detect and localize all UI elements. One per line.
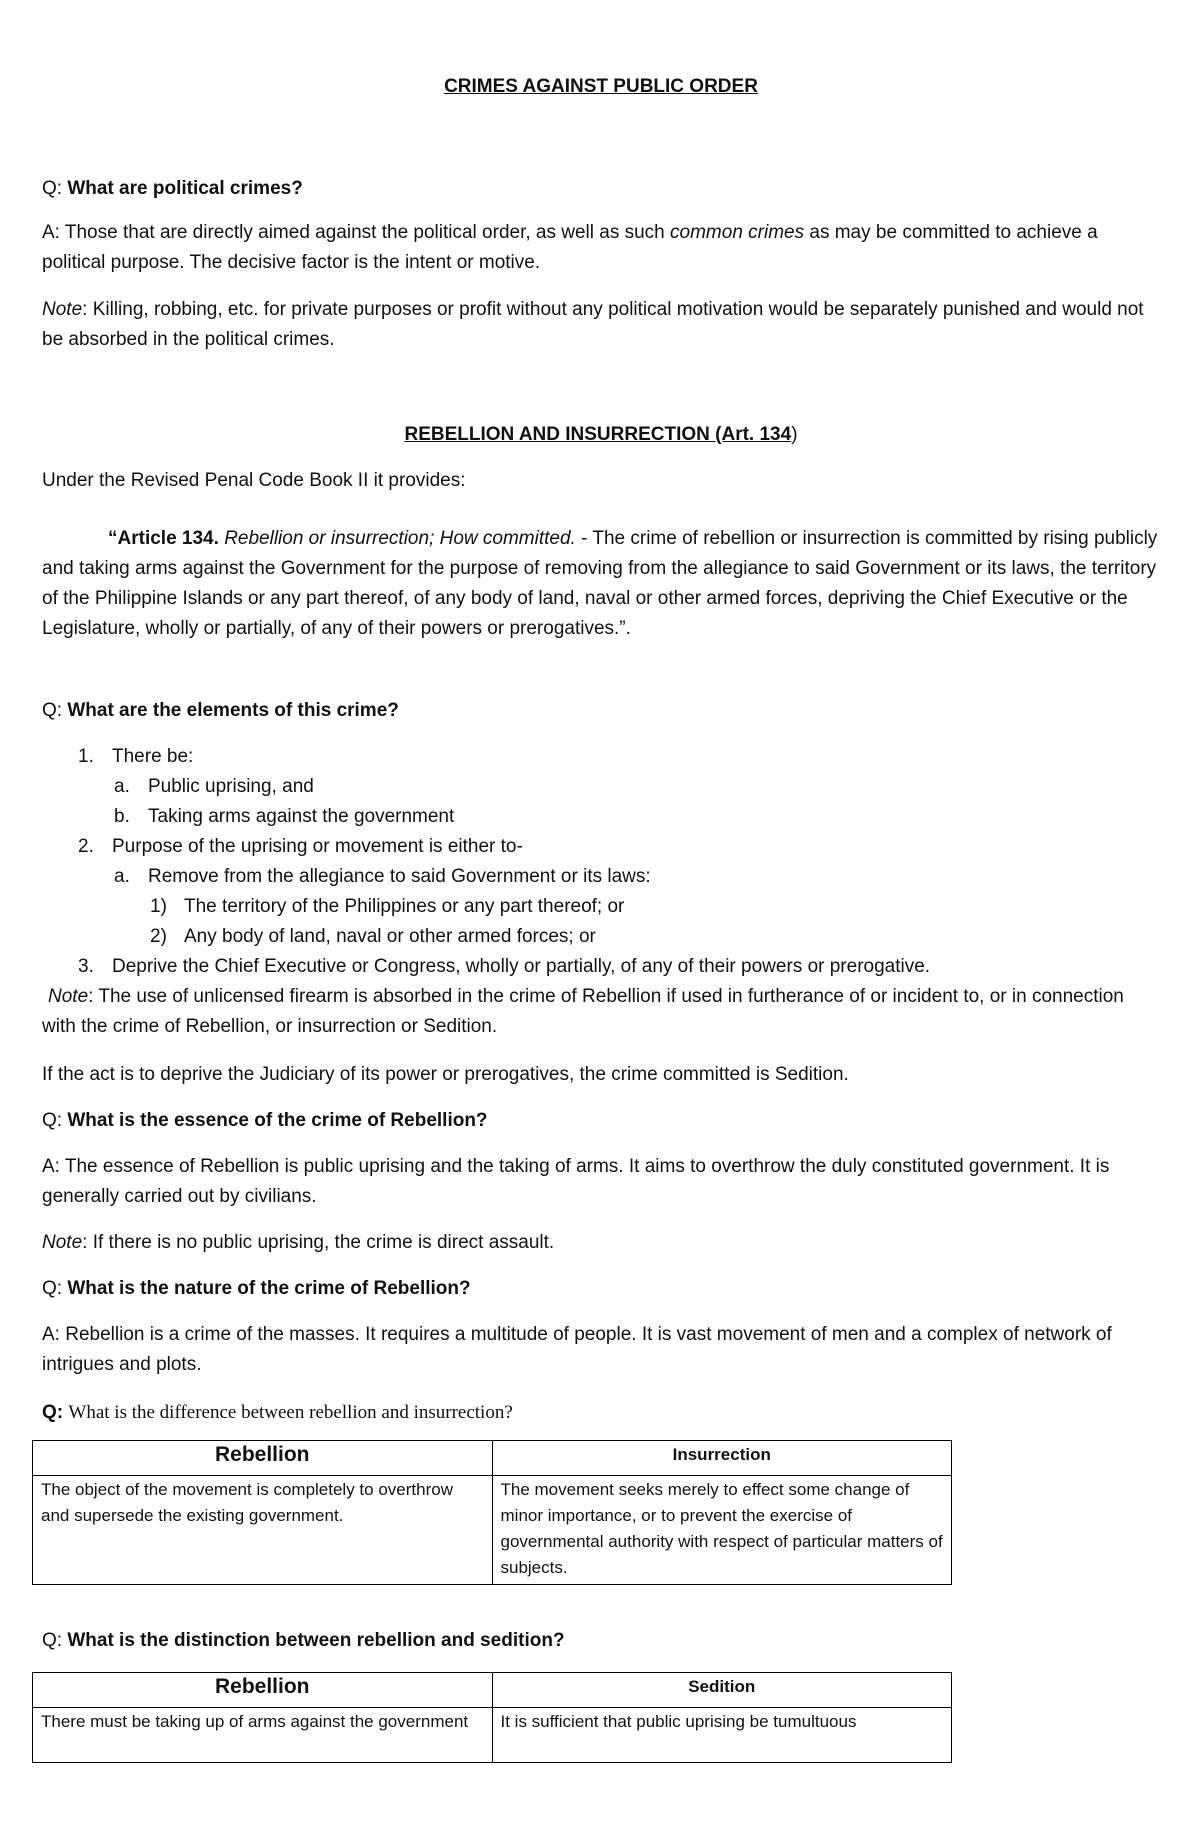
question-nature	[42, 1274, 1160, 1304]
table-header-insurrection: Insurrection	[492, 1441, 952, 1476]
section-heading-tail: )	[791, 424, 798, 445]
table-cell-sedition: It is sufficient that public uprising be tumultuous	[492, 1708, 952, 1763]
question-distinction	[42, 1626, 1160, 1656]
list-number: 3.	[78, 956, 94, 977]
question-text: What is the difference between rebellion and insurrection?	[68, 1402, 513, 1423]
rebellion-insurrection-table	[32, 1440, 952, 1585]
table-header-rebellion: Rebellion	[33, 1441, 493, 1476]
table-cell-insurrection: The movement seeks merely to effect some change of minor importance, or to prevent the exercise of governmental authority with respect of particular matters of subjects.	[492, 1476, 952, 1585]
list-text: The territory of the Philippines or any part thereof; or	[184, 896, 625, 917]
question-text: What is the essence of the crime of Rebellion?	[67, 1110, 488, 1131]
list-item	[114, 772, 314, 802]
list-text: There be:	[112, 746, 194, 767]
list-item	[150, 892, 624, 922]
answer-text-b: as may be committed to achieve a political purpose. The decisive factor is the intent or motive.	[42, 222, 1098, 273]
question-label: Q:	[42, 1110, 63, 1131]
answer-essence: A: The essence of Rebellion is public uprising and the taking of arms. It aims to overthrow the duly constituted government. It is generally carried out by civilians.	[42, 1156, 1110, 1207]
list-number: 1)	[150, 896, 167, 917]
question-text: What is the distinction between rebellion and sedition?	[67, 1630, 565, 1651]
answer-political-crimes	[42, 218, 1160, 278]
list-text: Purpose of the uprising or movement is either to-	[112, 836, 523, 857]
table-header-sedition: Sedition	[492, 1673, 952, 1708]
list-number: b.	[114, 806, 130, 827]
section-heading-rebellion	[42, 420, 1160, 450]
table-header-row	[33, 1441, 952, 1476]
table-cell-rebellion: The object of the movement is completely to overthrow and supersede the existing government.	[33, 1476, 493, 1585]
list-item	[114, 802, 454, 832]
list-item	[78, 952, 930, 982]
question-text: What are political crimes?	[67, 178, 303, 199]
article-number: “Article 134.	[108, 528, 219, 549]
answer-italic: common crimes	[670, 222, 805, 243]
list-text: Any body of land, naval or other armed forces; or	[184, 926, 596, 947]
question-text: What is the nature of the crime of Rebellion?	[67, 1278, 471, 1299]
list-item	[78, 832, 523, 862]
list-number: a.	[114, 776, 130, 797]
table-row	[33, 1708, 952, 1763]
list-text: Remove from the allegiance to said Government or its laws:	[148, 866, 651, 887]
list-item	[114, 862, 651, 892]
list-text: Taking arms against the government	[148, 806, 455, 827]
section-heading-text: REBELLION AND INSURRECTION (Art. 134	[404, 424, 792, 445]
list-text: Public uprising, and	[148, 776, 314, 797]
note-label: Note	[48, 986, 89, 1007]
note-text: : The use of unlicensed firearm is absorbed in the crime of Rebellion if used in furtherance of or incident to, or in connection with the crime of Rebellion, or insurrection or Sedition.	[42, 986, 1124, 1037]
table-row	[33, 1476, 952, 1585]
list-item	[150, 922, 596, 952]
page-title: CRIMES AGAINST PUBLIC ORDER	[444, 76, 758, 97]
answer-text-a: A: Those that are directly aimed against the political order, as well as such	[42, 222, 671, 243]
question-text: What are the elements of this crime?	[67, 700, 399, 721]
note-label: Note	[42, 1232, 83, 1253]
question-label: Q:	[42, 1402, 64, 1423]
list-number: 2.	[78, 836, 94, 857]
note-direct-assault	[42, 1228, 1160, 1258]
note-firearm	[42, 982, 1160, 1042]
table-header-row	[33, 1673, 952, 1708]
note-political-crimes	[42, 295, 1160, 355]
answer-nature: A: Rebellion is a crime of the masses. It requires a multitude of people. It is vast movement of men and a complex of network of intrigues and plots.	[42, 1324, 1112, 1375]
article-title: Rebellion or insurrection; How committed.	[224, 528, 576, 549]
question-elements	[42, 696, 1160, 726]
note-text: : Killing, robbing, etc. for private purposes or profit without any political motivation would be separately punished and would not be absorbed in the political crimes.	[42, 299, 1144, 350]
question-difference	[42, 1398, 1160, 1428]
list-number: 1.	[78, 746, 94, 767]
question-label: Q:	[42, 1278, 63, 1299]
rebellion-sedition-table	[32, 1672, 952, 1763]
table-cell-rebellion: There must be taking up of arms against the government	[33, 1708, 493, 1763]
question-political-crimes	[42, 174, 1160, 204]
question-essence	[42, 1106, 1160, 1136]
question-label: Q:	[42, 1630, 63, 1651]
list-number: a.	[114, 866, 130, 887]
article-quote	[42, 524, 1160, 644]
judiciary-statement: If the act is to deprive the Judiciary of its power or prerogatives, the crime committed is Sedition.	[42, 1064, 849, 1085]
note-text: : If there is no public uprising, the crime is direct assault.	[82, 1232, 555, 1253]
article-text: - The crime of rebellion or insurrection is committed by rising publicly and taking arms against the Government for the purpose of removing from the allegiance to said Government or its laws, the territory of the Philippine Islands or any part thereof, of any body of land, naval or other armed forces, depriving the Chief Executive or the Legislature, wholly or partially, of any of their powers or prerogatives.”.	[42, 528, 1158, 639]
table-header-rebellion: Rebellion	[33, 1673, 493, 1708]
question-label: Q:	[42, 178, 63, 199]
list-number: 2)	[150, 926, 167, 947]
list-text: Deprive the Chief Executive or Congress, wholly or partially, of any of their powers or prerogative.	[112, 956, 931, 977]
code-intro: Under the Revised Penal Code Book II it provides:	[42, 470, 466, 491]
list-item	[78, 742, 193, 772]
question-label: Q:	[42, 700, 63, 721]
note-label: Note	[42, 299, 83, 320]
